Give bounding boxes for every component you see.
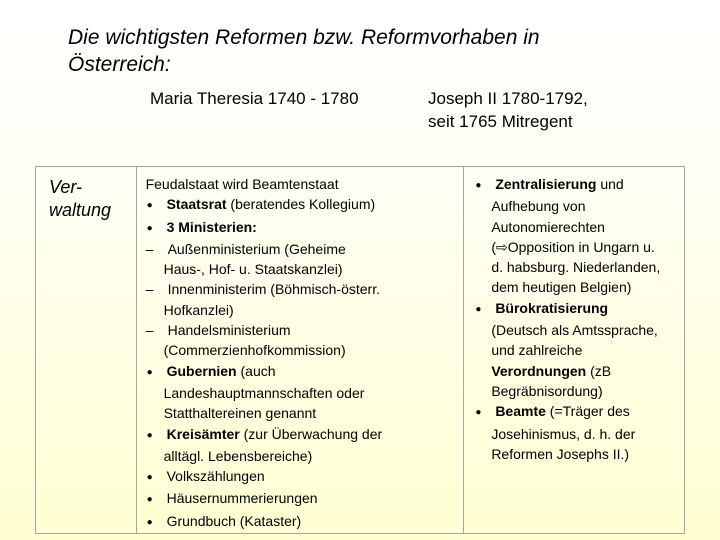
- item-text: und: [596, 176, 624, 192]
- item-text: Grundbuch (Kataster): [166, 512, 302, 529]
- joseph-ii-list: [464, 167, 684, 464]
- joseph-ii-cell: [464, 167, 685, 534]
- term-zentralisierung: Zentralisierung: [495, 176, 597, 192]
- term-buerokratisierung: Bürokratisierung: [495, 299, 609, 316]
- paren-text: (: [491, 238, 496, 255]
- list-item: [146, 194, 460, 216]
- term-gubernien: Gubernien: [166, 362, 237, 379]
- bullet-icon: ●: [146, 494, 153, 506]
- item-continuation: Hofkanzlei): [163, 301, 234, 318]
- term-kreisaemter: Kreisämter: [166, 425, 240, 442]
- item-continuation: Autonomierechten: [491, 218, 605, 235]
- bullet-icon: ●: [146, 429, 153, 441]
- item-text: Außenministerium (Geheime: [167, 240, 346, 257]
- row-label-line-1: Ver-: [49, 177, 83, 197]
- bullet-icon: ●: [475, 407, 482, 419]
- list-item: [474, 298, 680, 320]
- list-item: Feudalstaat wird Beamtenstaat: [145, 176, 339, 192]
- item-continuation: Statthaltereinen genannt: [163, 405, 317, 422]
- maria-theresia-list: [137, 167, 464, 533]
- item-continuation: Josehinismus, d. h. der: [491, 425, 636, 442]
- term-ministerien: 3 Ministerien:: [166, 218, 257, 235]
- column-header-maria-theresia: Maria Theresia 1740 - 1780: [150, 89, 359, 108]
- item-continuation: (Commerzienhofkommission): [163, 342, 346, 359]
- item-text: Volkszählungen: [166, 468, 265, 485]
- item-text: Handelsministerium: [167, 322, 291, 339]
- term-verordnungen: Verordnungen: [491, 362, 587, 379]
- item-continuation: [474, 237, 680, 257]
- maria-theresia-cell: [136, 167, 464, 534]
- column-header-joseph-line-1: Joseph II 1780-1792,: [428, 89, 588, 108]
- list-item: [146, 488, 460, 510]
- bullet-icon: ●: [146, 366, 153, 378]
- bullet-icon: ●: [475, 180, 482, 191]
- item-text: (zur Überwachung der: [239, 425, 383, 442]
- bullet-icon: ●: [146, 200, 153, 212]
- item-continuation: und zahlreiche: [491, 342, 583, 359]
- bullet-icon: ●: [146, 222, 153, 234]
- item-text: (auch: [236, 362, 276, 379]
- column-header-joseph-ii: [428, 87, 658, 133]
- title-line-1: Die wichtigsten Reformen bzw. Reformvorhaben in: [68, 26, 540, 49]
- dash-icon: –: [145, 240, 154, 257]
- item-text: (=Träger des: [545, 403, 630, 420]
- bullet-icon: ●: [475, 303, 482, 315]
- item-continuation: alltägl. Lebensbereiche): [163, 447, 313, 464]
- column-header-joseph-line-2: seit 1765 Mitregent: [428, 112, 573, 131]
- item-continuation: [474, 361, 680, 381]
- term-beamte: Beamte: [495, 403, 546, 420]
- list-item: [146, 320, 460, 340]
- list-item: [146, 511, 460, 533]
- reform-table: [35, 166, 685, 534]
- title-line-2: Österreich:: [68, 53, 171, 76]
- item-continuation: Begräbnisordung): [491, 382, 603, 399]
- item-text: Opposition in Ungarn u.: [507, 238, 655, 255]
- item-continuation: d. habsburg. Niederlanden,: [491, 259, 661, 276]
- arrow-right-icon: ⇨: [495, 238, 508, 255]
- item-text: Innenministerim (Böhmisch-österr.: [167, 281, 380, 298]
- item-continuation: Reformen Josephs II.): [491, 445, 630, 462]
- list-item: [146, 361, 460, 383]
- item-continuation: (Deutsch als Amtssprache,: [491, 322, 658, 339]
- table-row-verwaltung: [36, 167, 685, 534]
- row-label-line-2: waltung: [49, 200, 112, 220]
- term-staatsrat: Staatsrat: [166, 196, 227, 213]
- item-continuation: Landeshauptmannschaften oder: [163, 384, 365, 401]
- dash-icon: –: [145, 322, 154, 339]
- list-item: [146, 239, 460, 259]
- item-continuation: dem heutigen Belgien): [491, 279, 632, 296]
- list-item: [146, 466, 460, 488]
- list-item: [474, 174, 680, 196]
- item-continuation: Aufhebung von: [491, 198, 586, 215]
- list-item: [474, 401, 680, 423]
- item-text: (beratendes Kollegium): [226, 196, 376, 213]
- list-item: [146, 424, 460, 446]
- row-label: [36, 167, 136, 222]
- item-continuation: Haus-, Hof- u. Staatskanzlei): [163, 261, 343, 278]
- list-item: [146, 217, 460, 239]
- item-text: (zB: [586, 362, 612, 379]
- item-text: Häusernummerierungen: [166, 490, 318, 507]
- page-title: [68, 24, 708, 78]
- bullet-icon: ●: [146, 516, 153, 528]
- row-label-cell: [36, 167, 137, 534]
- list-item: [146, 279, 460, 299]
- bullet-icon: ●: [146, 472, 153, 484]
- dash-icon: –: [145, 281, 154, 298]
